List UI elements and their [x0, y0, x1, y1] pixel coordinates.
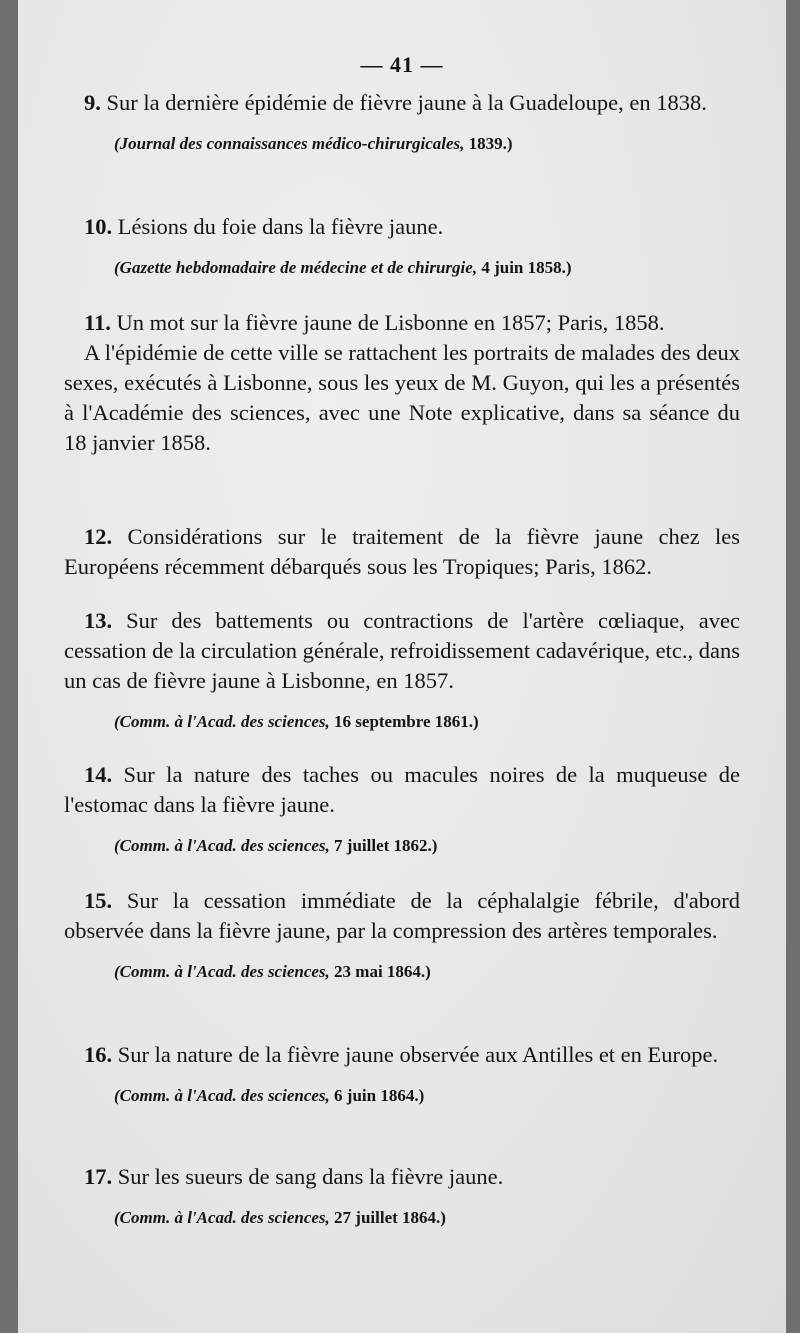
entry-10	[64, 212, 740, 280]
entry-title: Lésions du foie dans la fièvre jaune.	[117, 214, 444, 239]
entry-number: 14.	[84, 762, 113, 787]
entry-title: Sur les sueurs de sang dans la fièvre jaune.	[117, 1164, 504, 1189]
entry-title: Un mot sur la fièvre jaune de Lisbonne en 1857; Paris, 1858.	[116, 310, 665, 335]
entry-source: (Comm. à l'Acad. des sciences, 16 septembre 1861.)	[114, 712, 479, 731]
entry-13	[64, 606, 740, 734]
entry-16	[64, 1040, 740, 1108]
entry-title: Sur des battements ou contractions de l'artère cœliaque, avec cessation de la circulation générale, refroidissement cadavérique, etc., dans un cas de fièvre jaune à Lisbonne, en 1857.	[64, 608, 741, 693]
entry-title: Sur la nature des taches ou macules noires de la muqueuse de l'estomac dans la fièvre jaune.	[64, 762, 740, 817]
entry-title: Sur la dernière épidémie de fièvre jaune à la Guadeloupe, en 1838.	[106, 90, 707, 115]
page-number: — 41 —	[360, 52, 444, 77]
entry-title: Considérations sur le traitement de la fièvre jaune chez les Européens récemment débarqués sous les Tropiques; Paris, 1862.	[64, 524, 741, 579]
entry-11	[64, 308, 740, 458]
book-page	[18, 0, 786, 1333]
entry-source: (Journal des connaissances médico-chirurgicales, 1839.)	[114, 134, 513, 153]
entry-number: 10.	[84, 214, 113, 239]
entry-source: (Comm. à l'Acad. des sciences, 23 mai 1864.)	[114, 962, 431, 981]
entry-12	[64, 522, 740, 582]
entry-number: 9.	[84, 90, 101, 115]
entry-9	[64, 88, 740, 156]
entry-15	[64, 886, 740, 984]
entry-number: 12.	[84, 524, 113, 549]
entry-14	[64, 760, 740, 858]
entry-number: 17.	[84, 1164, 113, 1189]
entry-title: Sur la cessation immédiate de la céphalalgie fébrile, d'abord observée dans la fièvre jaune, par la compression des artères temporales.	[64, 888, 740, 943]
entry-number: 11.	[84, 310, 111, 335]
entry-paragraph: A l'épidémie de cette ville se rattachent les portraits de malades des deux sexes, exécutés à Lisbonne, sous les yeux de M. Guyon, qui les a présentés à l'Académie des sciences, avec une Note explicative, dans sa séance du 18 janvier 1858.	[64, 340, 740, 455]
entry-17	[64, 1162, 740, 1230]
entry-source: (Gazette hebdomadaire de médecine et de chirurgie, 4 juin 1858.)	[114, 258, 572, 277]
entry-number: 15.	[84, 888, 113, 913]
entry-number: 16.	[84, 1042, 113, 1067]
entry-source: (Comm. à l'Acad. des sciences, 6 juin 1864.)	[114, 1086, 425, 1105]
entry-source: (Comm. à l'Acad. des sciences, 7 juillet 1862.)	[114, 836, 438, 855]
entry-number: 13.	[84, 608, 113, 633]
entry-title: Sur la nature de la fièvre jaune observée aux Antilles et en Europe.	[117, 1042, 719, 1067]
entry-source: (Comm. à l'Acad. des sciences, 27 juillet 1864.)	[114, 1208, 446, 1227]
